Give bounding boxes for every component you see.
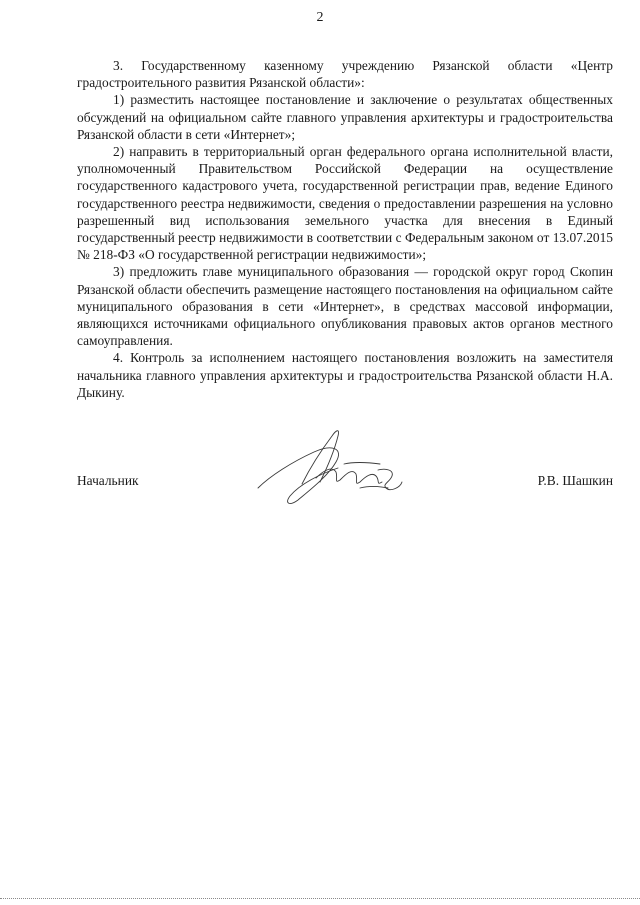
- paragraph-item-3: 3. Государственному казенному учреждению Рязанской области «Центр градостроительного развития Рязанской области»:: [77, 58, 613, 91]
- paragraph-item-4: 4. Контроль за исполнением настоящего постановления возложить на заместителя начальника главного управления архитектуры и градостроительства Рязанской области Н.А. Дыкину.: [77, 350, 613, 400]
- document-body: [77, 57, 613, 401]
- paragraph-subitem-2: 2) направить в территориальный орган федерального органа исполнительной власти, уполномоченный Правительством Российской Федерации на осуществление государственного кадастрового учета, государственной регистрации прав, ведение Единого государственного реестра недвижимости, сведения о предоставлении разрешения на условно разрешенный вид использования земельного участка для внесения в Единый государственный реестр недвижимости в соответствии с Федеральным законом от 13.07.2015 № 218-ФЗ «О государственной регистрации недвижимости»;: [77, 144, 613, 263]
- signer-name: Р.В. Шашкин: [537, 473, 613, 488]
- signature-block: [77, 472, 613, 492]
- page-number: 2: [316, 10, 324, 25]
- handwritten-signature: [240, 418, 420, 518]
- paragraph-subitem-1: 1) разместить настоящее постановление и заключение о результатах общественных обсуждений на официальном сайте главного управления архитектуры и градостроительства Рязанской области в сети «Интернет»;: [77, 92, 613, 142]
- signer-title: Начальник: [77, 473, 139, 488]
- page-bottom-rule: [0, 898, 640, 899]
- paragraph-subitem-3: 3) предложить главе муниципального образования — городской округ город Скопин Рязанской области обеспечить размещение настоящего постановления на официальном сайте муниципального образования в сети «Интернет», в средствах массовой информации, являющихся источниками официального опубликования правовых актов органов местного самоуправления.: [77, 264, 613, 349]
